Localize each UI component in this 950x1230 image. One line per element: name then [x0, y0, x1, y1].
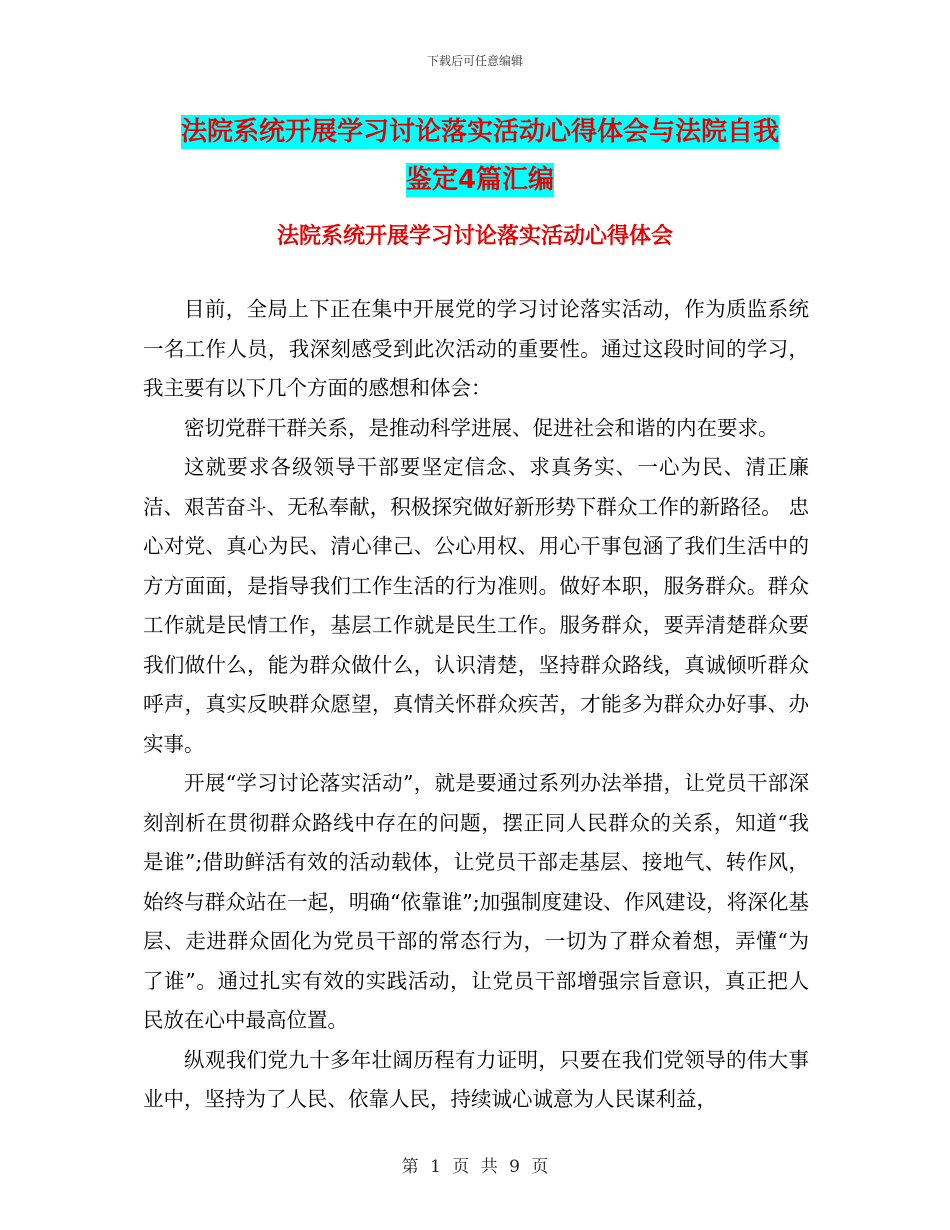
- page-number: 第 1 页 共 9 页: [401, 1157, 549, 1177]
- paragraph: 开展“学习讨论落实活动”，就是要通过系列办法举措，让党员干部深刻剖析在贯彻群众路线中存在的问题，摆正同人民群众的关系，知道“我是谁”;借助鲜活有效的活动载体，让党员干部走基层、接地气、转作风，始终与群众站在一起，明确“依靠谁”;加强制度建设、作风建设，将深化基层、走进群众固化为党员干部的常态行为，一切为了群众着想，弄懂“为了谁”。通过扎实有效的实践活动，让党员干部增强宗旨意识，真正把人民放在心中最高位置。: [143, 771, 809, 1032]
- paragraph: 目前，全局上下正在集中开展党的学习讨论落实活动，作为质监系统一名工作人员，我深刻感受到此次活动的重要性。通过这段时间的学习，我主要有以下几个方面的感想和体会：: [143, 297, 809, 400]
- paragraph: 纵观我们党九十多年壮阔历程有力证明，只要在我们党领导的伟大事业中，坚持为了人民、依靠人民，持续诚心诚意为人民谋利益，: [143, 1047, 809, 1111]
- paragraph: 这就要求各级领导干部要坚定信念、求真务实、一心为民、清正廉洁、艰苦奋斗、无私奉献，积极探究做好新形势下群众工作的新路径。 忠心对党、真心为民、清心律己、公心用权、用心干事包涵了我们生活中的方方面面，是指导我们工作生活的行为准则。做好本职，服务群众。群众工作就是民情工作，基层工作就是民生工作。服务群众，要弄清楚群众要我们做什么，能为群众做什么，认识清楚，坚持群众路线，真诚倾听群众呼声，真实反映群众愿望，真情关怀群众疾苦，才能多为群众办好事、办实事。: [143, 455, 809, 756]
- title-line-2: 鉴定4篇汇编: [405, 165, 555, 195]
- paragraph: 密切党群干群关系，是推动科学进展、促进社会和谐的内在要求。: [184, 415, 779, 440]
- title-line-1: 法院系统开展学习讨论落实活动心得体会与法院自我: [180, 117, 779, 147]
- body-text: [143, 290, 809, 1120]
- document-title: [150, 108, 810, 204]
- section-subtitle: 法院系统开展学习讨论落实活动心得体会: [276, 224, 673, 249]
- header-note: 下载后可任意编辑: [426, 54, 523, 68]
